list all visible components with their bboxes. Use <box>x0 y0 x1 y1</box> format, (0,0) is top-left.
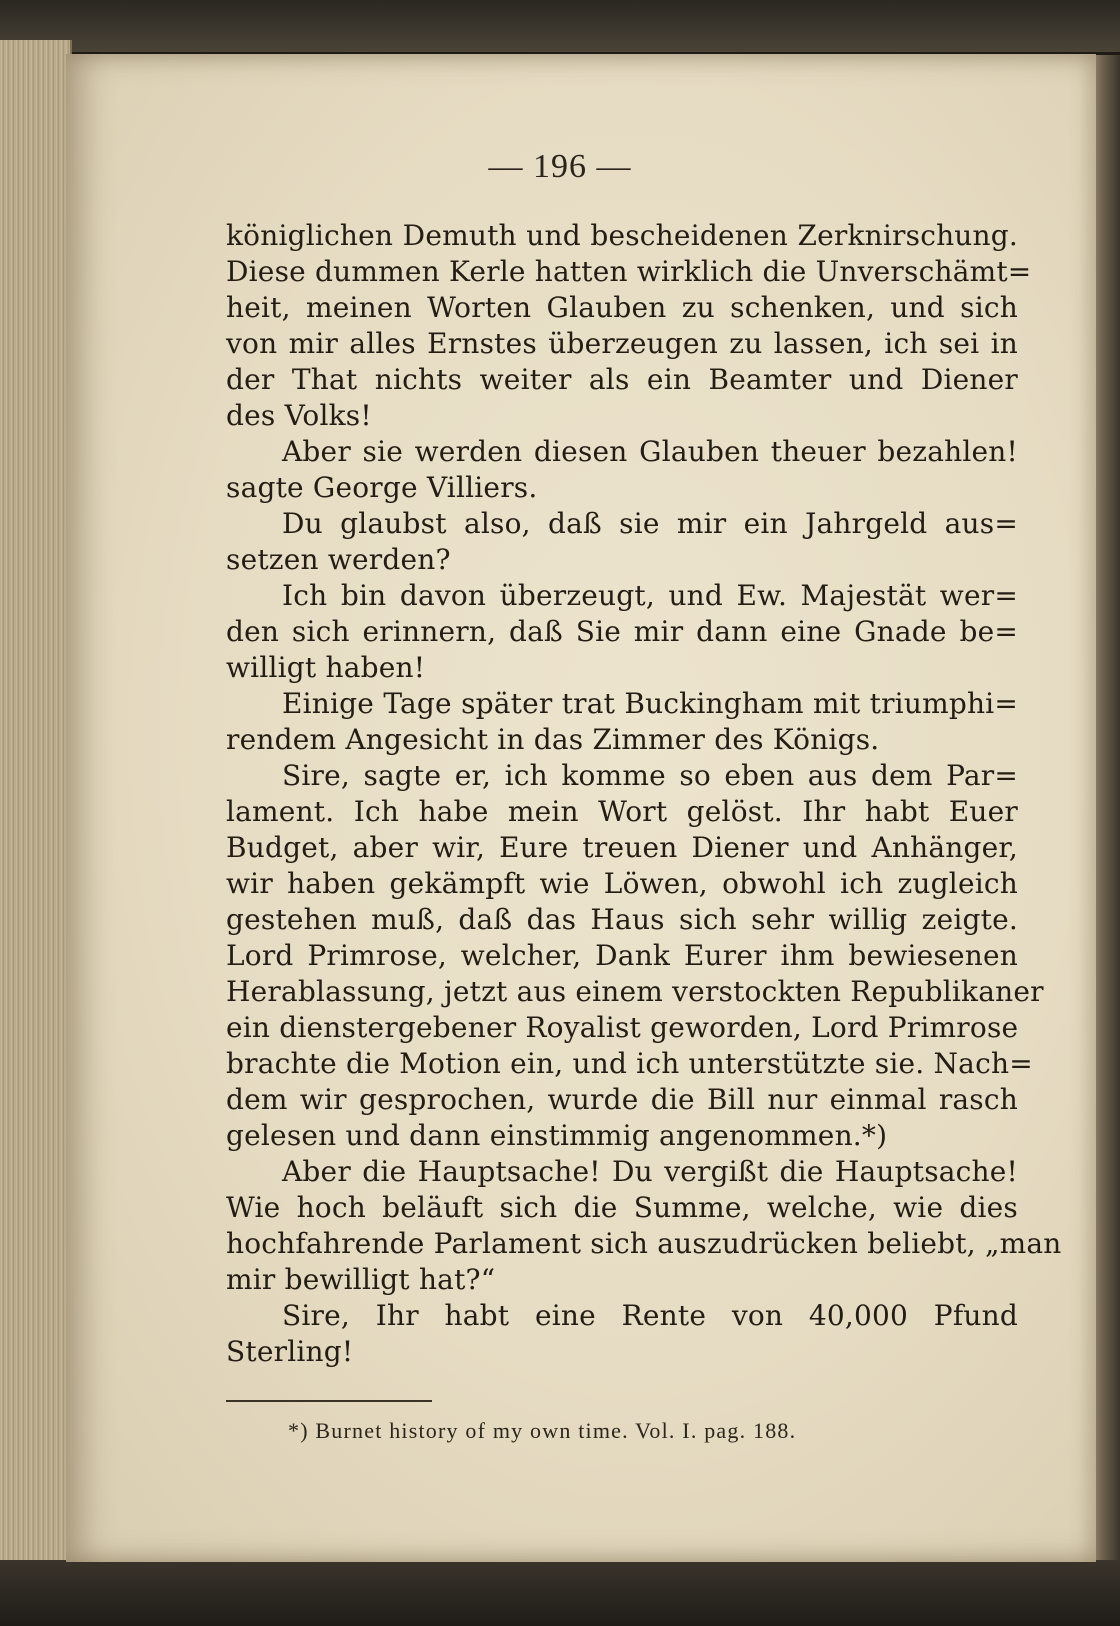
text-line: mir bewilligt hat?“ <box>226 1263 496 1296</box>
page-edges-left <box>0 40 72 1570</box>
text-line: Du glaubst also, daß sie mir ein Jahrgeld aus= <box>282 507 1018 540</box>
text-line: von mir alles Ernstes überzeugen zu lassen, ich sei in <box>226 327 1018 360</box>
footnote: *) Burnet history of my own time. Vol. I. pag. 188. <box>288 1418 797 1443</box>
text-line: Herablassung, jetzt aus einem verstockten Republikaner <box>226 975 1044 1008</box>
text-line: Sire, Ihr habt eine Rente von 40,000 Pfund <box>282 1299 1018 1332</box>
text-line: brachte die Motion ein, und ich unterstützte sie. Nach= <box>226 1047 1033 1080</box>
text-line: Lord Primrose, welcher, Dank Eurer ihm bewiesenen <box>226 939 1018 972</box>
footnote-rule <box>226 1400 432 1402</box>
book-binding-top <box>0 0 1120 52</box>
text-line: Aber sie werden diesen Glauben theuer bezahlen! <box>282 435 1018 468</box>
text-line: den sich erinnern, daß Sie mir dann eine Gnade be= <box>226 615 1018 648</box>
text-line: gelesen und dann einstimmig angenommen.*) <box>226 1119 888 1152</box>
text-line: heit, meinen Worten Glauben zu schenken, und sich <box>226 291 1018 324</box>
text-line: Sire, sagte er, ich komme so eben aus dem Par= <box>282 759 1018 792</box>
text-line: der That nichts weiter als ein Beamter und Diener <box>226 363 1018 396</box>
text-line: Sterling! <box>226 1335 354 1368</box>
text-line: setzen werden? <box>226 543 451 576</box>
text-line: rendem Angesicht in das Zimmer des Königs. <box>226 723 880 756</box>
text-line: Aber die Hauptsache! Du vergißt die Hauptsache! <box>282 1155 1018 1188</box>
text-line: des Volks! <box>226 399 372 432</box>
text-line: wir haben gekämpft wie Löwen, obwohl ich zugleich <box>226 867 1018 900</box>
body-text <box>226 218 1062 1370</box>
text-line: Budget, aber wir, Eure treuen Diener und Anhänger, <box>226 831 1018 864</box>
text-line: ein dienstergebener Royalist geworden, Lord Primrose <box>226 1011 1019 1044</box>
text-line: lament. Ich habe mein Wort gelöst. Ihr habt Euer <box>226 795 1018 828</box>
text-line: willigt haben! <box>226 651 426 684</box>
text-line: hochfahrende Parlament sich auszudrücken beliebt, „man <box>226 1227 1062 1260</box>
text-line: Ich bin davon überzeugt, und Ew. Majestät wer= <box>282 579 1018 612</box>
text-line: Einige Tage später trat Buckingham mit triumphi= <box>282 687 1018 720</box>
page-number: — 196 — <box>488 148 632 185</box>
text-line: gestehen muß, daß das Haus sich sehr willig zeigte. <box>226 903 1018 936</box>
text-line: Diese dummen Kerle hatten wirklich die Unverschämt= <box>226 255 1032 288</box>
text-line: sagte George Villiers. <box>226 471 538 504</box>
book-binding-bottom <box>0 1560 1120 1626</box>
text-line: dem wir gesprochen, wurde die Bill nur einmal rasch <box>226 1083 1018 1116</box>
text-line: Wie hoch beläuft sich die Summe, welche, wie dies <box>226 1191 1018 1224</box>
text-line: königlichen Demuth und bescheidenen Zerknirschung. <box>226 219 1018 252</box>
